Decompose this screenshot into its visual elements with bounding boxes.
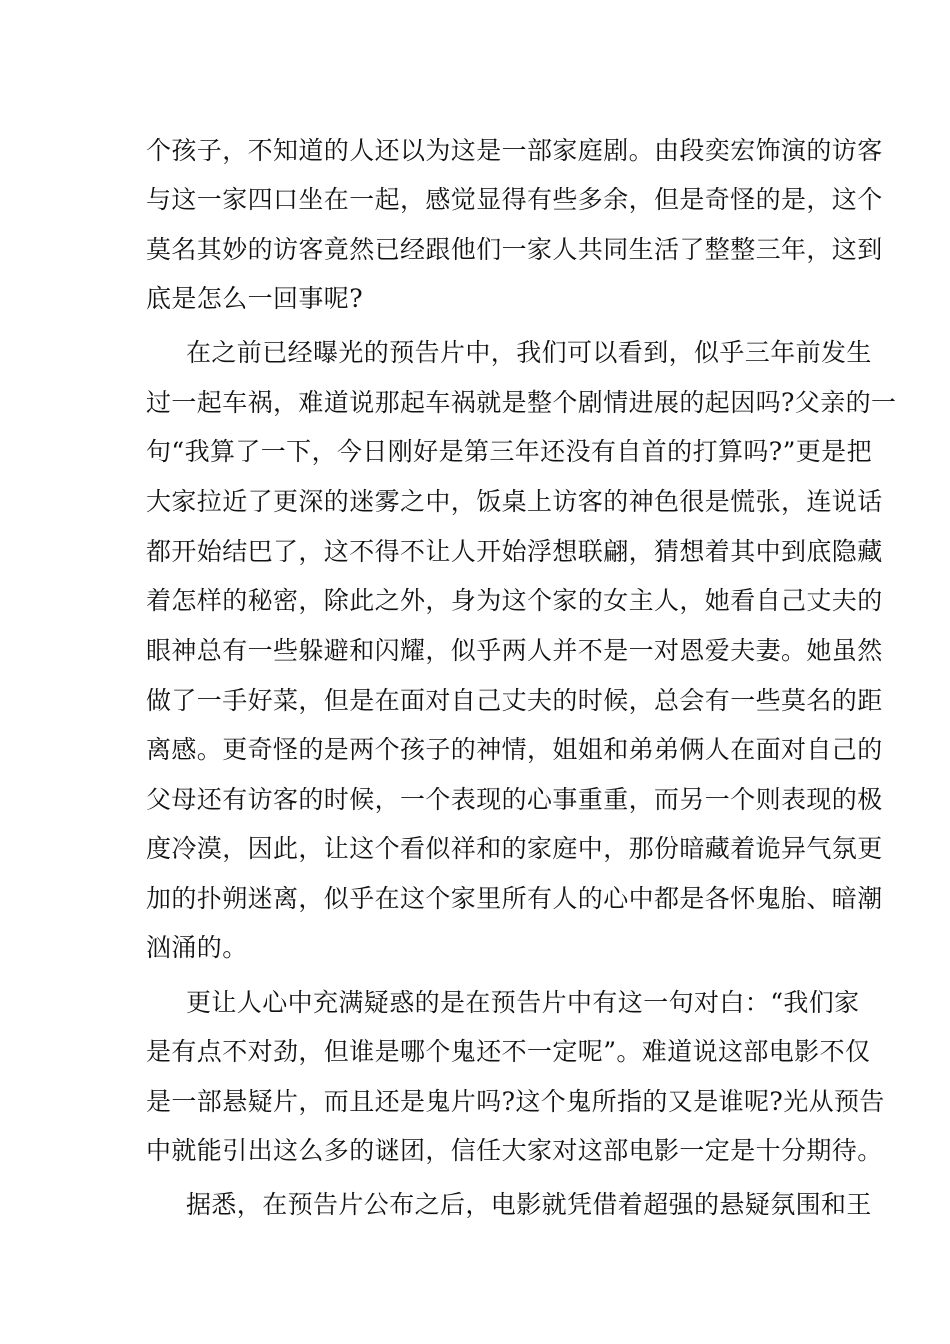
text-line: 着怎样的秘密，除此之外，身为这个家的女主人，她看自己丈夫的: [146, 586, 883, 615]
text-line: 中就能引出这么多的谜团，信任大家对这部电影一定是十分期待。: [146, 1136, 883, 1165]
text-line: 句“我算了一下，今日刚好是第三年还没有自首的打算吗?”更是把: [146, 437, 872, 466]
text-line: 底是怎么一回事呢?: [146, 284, 364, 313]
text-line: 父母还有访客的时候，一个表现的心事重重，而另一个则表现的极: [146, 785, 883, 814]
text-line: 眼神总有一些躲避和闪耀，似乎两人并不是一对恩爱夫妻。她虽然: [146, 636, 883, 665]
text-line: 加的扑朔迷离，似乎在这个家里所有人的心中都是各怀鬼胎、暗潮: [146, 884, 883, 913]
paragraph-start-line: 更让人心中充满疑惑的是在预告片中有这一句对白：“我们家: [186, 988, 860, 1017]
text-line: 做了一手好菜，但是在面对自己丈夫的时候，总会有一些莫名的距: [146, 686, 883, 715]
paragraph-start-line: 在之前已经曝光的预告片中，我们可以看到，似乎三年前发生: [186, 338, 872, 367]
text-line: 莫名其妙的访客竟然已经跟他们一家人共同生活了整整三年，这到: [146, 235, 883, 264]
paragraph-start-line: 据悉，在预告片公布之后，电影就凭借着超强的悬疑氛围和王: [186, 1190, 872, 1219]
text-line: 是一部悬疑片，而且还是鬼片吗?这个鬼所指的又是谁呢?光从预告: [146, 1087, 885, 1116]
text-line: 离感。更奇怪的是两个孩子的神情，姐姐和弟弟俩人在面对自己的: [146, 735, 883, 764]
text-line: 汹涌的。: [146, 933, 248, 962]
text-line: 大家拉近了更深的迷雾之中，饭桌上访客的神色很是慌张，连说话: [146, 487, 883, 516]
text-line: 与这一家四口坐在一起，感觉显得有些多余，但是奇怪的是，这个: [146, 185, 883, 214]
text-line: 度冷漠，因此，让这个看似祥和的家庭中，那份暗藏着诡异气氛更: [146, 834, 883, 863]
text-line: 是有点不对劲，但谁是哪个鬼还不一定呢”。难道说这部电影不仅: [146, 1037, 871, 1066]
text-line: 个孩子，不知道的人还以为这是一部家庭剧。由段奕宏饰演的访客: [146, 136, 883, 165]
text-line: 过一起车祸，难道说那起车祸就是整个剧情进展的起因吗?父亲的一: [146, 388, 897, 417]
text-line: 都开始结巴了，这不得不让人开始浮想联翩，猜想着其中到底隐藏: [146, 537, 883, 566]
